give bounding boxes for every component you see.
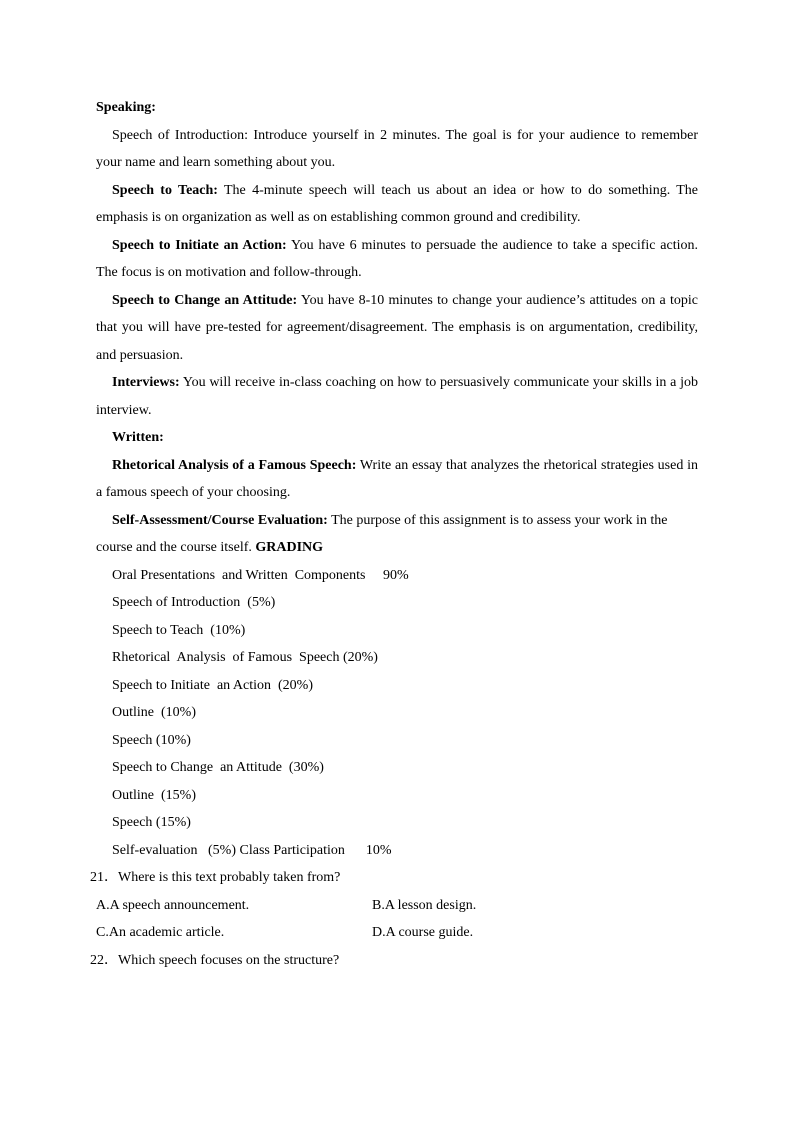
- analysis-paragraph: [96, 452, 698, 507]
- written-heading: Written:: [112, 430, 164, 445]
- option-c: C.An academic article.: [96, 925, 225, 940]
- question-22-stem: 22．Which speech focuses on the structure?: [90, 952, 340, 968]
- option-b: B.A lesson design.: [372, 897, 477, 913]
- grading-item: Outline (10%): [112, 705, 196, 720]
- grading-item: Speech to Initiate an Action (20%): [112, 677, 313, 693]
- teach-title: Speech to Teach:: [112, 182, 218, 198]
- grading-item: Outline (15%): [112, 787, 196, 803]
- grading-item: Rhetorical Analysis of Famous Speech (20%): [112, 650, 378, 665]
- self-assessment-title: Self-Assessment/Course Evaluation:: [112, 512, 328, 528]
- initiate-title: Speech to Initiate an Action:: [112, 237, 287, 253]
- attitude-paragraph: [96, 287, 698, 370]
- document-body: [90, 94, 699, 974]
- grading-heading: GRADING: [255, 540, 324, 555]
- grading-item: Speech of Introduction (5%): [112, 595, 276, 610]
- interviews-title: Interviews:: [112, 375, 180, 390]
- question-21-options-row-2: [96, 919, 698, 947]
- analysis-title: Rhetorical Analysis of a Famous Speech:: [112, 457, 357, 473]
- analysis-text: Write an essay that analyzes the rhetorical strategies used in a famous speech of your choosing.: [96, 457, 698, 500]
- question-21-options-row-1: [96, 892, 698, 920]
- option-a: A.A speech announcement.: [96, 897, 250, 913]
- grading-item: Speech (10%): [112, 732, 191, 748]
- grading-item: Oral Presentations and Written Components 90%: [112, 567, 409, 583]
- interviews-paragraph: [96, 369, 698, 424]
- interviews-text: You will receive in-class coaching on how to persuasively communicate your skills in a job interview.: [96, 375, 698, 418]
- intro-paragraph: Speech of Introduction: Introduce yourself in 2 minutes. The goal is for your audience to remember your name and learn something about you.: [96, 127, 698, 170]
- attitude-title: Speech to Change an Attitude:: [112, 292, 298, 308]
- self-assessment-paragraph: [96, 507, 698, 562]
- grading-item: Speech to Teach (10%): [112, 622, 246, 638]
- self-assessment-text: The purpose of this assignment is to assess your work in the course and the course itself.: [96, 512, 668, 555]
- initiate-text: You have 6 minutes to persuade the audience to take a specific action. The focus is on motivation and follow-through.: [96, 237, 698, 280]
- question-21-stem: 21．Where is this text probably taken from?: [90, 870, 341, 885]
- grading-item: Speech (15%): [112, 815, 191, 830]
- teach-text: The 4-minute speech will teach us about an idea or how to do something. The emphasis is on organization as well as on establishing common ground and credibility.: [96, 182, 699, 225]
- grading-item: Speech to Change an Attitude (30%): [112, 760, 324, 775]
- attitude-text: You have 8-10 minutes to change your audience’s attitudes on a topic that you will have pre-tested for agreement/disagreement. The emphasis is on argumentation, credibility, and persuasion.: [96, 292, 698, 363]
- speaking-heading: Speaking:: [96, 100, 156, 115]
- initiate-paragraph: [96, 232, 698, 287]
- option-d: D.A course guide.: [372, 925, 474, 940]
- grading-item: Self-evaluation (5%) Class Participation 10%: [112, 842, 392, 858]
- teach-paragraph: [96, 177, 698, 232]
